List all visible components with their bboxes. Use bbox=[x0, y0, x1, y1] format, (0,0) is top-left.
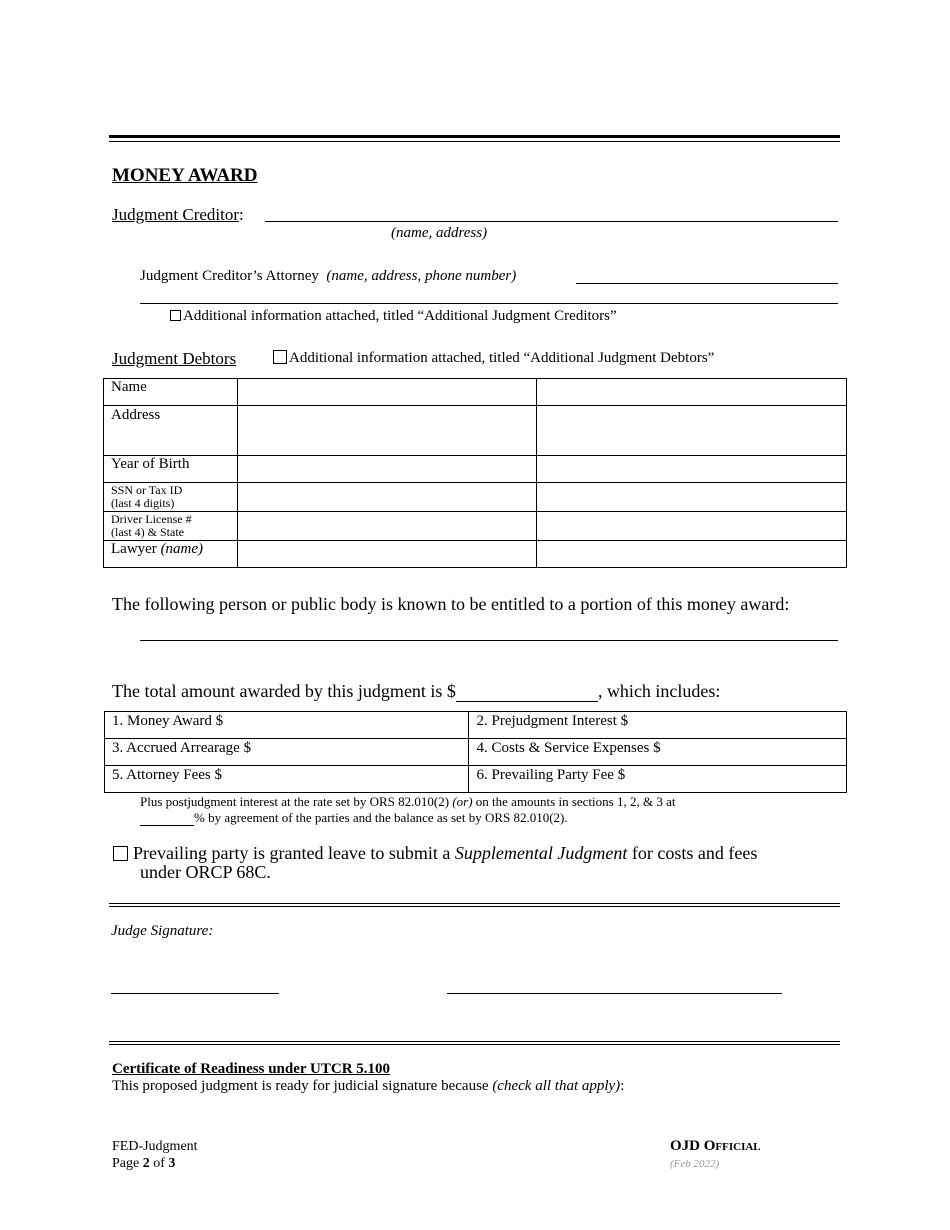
creditor-attorney-label: Judgment Creditor’s Attorney (name, address, phone number) bbox=[140, 268, 517, 284]
interest-percent-field[interactable] bbox=[140, 813, 194, 826]
table-row bbox=[104, 541, 847, 568]
judgment-creditor-hint: (name, address) bbox=[391, 225, 488, 241]
total-amount-line: The total amount awarded by this judgment is $ , which includes: bbox=[112, 681, 721, 701]
additional-debtors-checkbox[interactable] bbox=[273, 350, 287, 364]
prejudgment-interest-cell[interactable]: 2. Prejudgment Interest $ bbox=[469, 712, 847, 739]
judge-signature-line[interactable] bbox=[447, 993, 782, 994]
debtor1-address-cell[interactable] bbox=[237, 406, 537, 456]
additional-debtors-option[interactable]: Additional information attached, titled “Additional Judgment Debtors” bbox=[273, 350, 714, 367]
debtor2-name-cell[interactable] bbox=[537, 379, 847, 406]
supplemental-judgment-line2: under ORCP 68C. bbox=[140, 862, 271, 882]
row-label-driver-license: Driver License # (last 4) & State bbox=[104, 512, 238, 541]
debtors-table bbox=[103, 378, 847, 568]
certificate-title: Certificate of Readiness under UTCR 5.100 bbox=[112, 1061, 391, 1077]
footer-date: (Feb 2022) bbox=[670, 1158, 720, 1170]
certificate-text: This proposed judgment is ready for judicial signature because (check all that apply): bbox=[112, 1078, 625, 1094]
additional-creditors-option[interactable]: Additional information attached, titled “Additional Judgment Creditors” bbox=[170, 308, 617, 325]
money-award-cell[interactable]: 1. Money Award $ bbox=[105, 712, 469, 739]
award-items-table bbox=[104, 711, 847, 793]
debtor1-name-cell[interactable] bbox=[237, 379, 537, 406]
costs-service-expenses-cell[interactable]: 4. Costs & Service Expenses $ bbox=[469, 739, 847, 766]
section-title: MONEY AWARD bbox=[112, 165, 258, 186]
debtor2-dl-cell[interactable] bbox=[537, 512, 847, 541]
row-label-lawyer: Lawyer (name) bbox=[104, 541, 238, 568]
accrued-arrearage-cell[interactable]: 3. Accrued Arrearage $ bbox=[105, 739, 469, 766]
debtor1-dl-cell[interactable] bbox=[237, 512, 537, 541]
footer-page-number: Page 2 of 3 bbox=[112, 1156, 176, 1171]
debtor2-yob-cell[interactable] bbox=[537, 456, 847, 483]
debtor1-ssn-cell[interactable] bbox=[237, 483, 537, 512]
debtor2-lawyer-cell[interactable] bbox=[537, 541, 847, 568]
debtor2-ssn-cell[interactable] bbox=[537, 483, 847, 512]
table-row bbox=[104, 379, 847, 406]
prevailing-party-fee-cell[interactable]: 6. Prevailing Party Fee $ bbox=[469, 766, 847, 793]
signature-date-line[interactable] bbox=[111, 993, 279, 994]
table-row bbox=[104, 406, 847, 456]
row-label-ssn: SSN or Tax ID (last 4 digits) bbox=[104, 483, 238, 512]
additional-creditors-checkbox[interactable] bbox=[170, 310, 181, 321]
table-row bbox=[105, 766, 847, 793]
interest-note-line1: Plus postjudgment interest at the rate set by ORS 82.010(2) (or) on the amounts in sections 1, 2, & 3 at bbox=[140, 794, 676, 809]
footer-ojd-official: OJD OFFICIAL bbox=[670, 1138, 761, 1154]
debtor1-lawyer-cell[interactable] bbox=[237, 541, 537, 568]
interest-note-line2: % by agreement of the parties and the balance as set by ORS 82.010(2). bbox=[140, 810, 568, 826]
total-amount-field[interactable] bbox=[456, 685, 598, 702]
creditor-attorney-field[interactable] bbox=[576, 283, 838, 284]
row-label-address: Address bbox=[104, 406, 238, 456]
judge-signature-label: Judge Signature: bbox=[111, 923, 214, 939]
attorney-fees-cell[interactable]: 5. Attorney Fees $ bbox=[105, 766, 469, 793]
table-row bbox=[104, 512, 847, 541]
debtor2-address-cell[interactable] bbox=[537, 406, 847, 456]
table-row bbox=[104, 483, 847, 512]
table-row bbox=[105, 712, 847, 739]
table-row bbox=[105, 739, 847, 766]
entitled-text: The following person or public body is known to be entitled to a portion of this money award: bbox=[112, 594, 790, 614]
debtor1-yob-cell[interactable] bbox=[237, 456, 537, 483]
top-rule bbox=[109, 135, 840, 143]
table-row bbox=[104, 456, 847, 483]
judgment-debtors-label: Judgment Debtors bbox=[112, 349, 237, 368]
entitled-person-field[interactable] bbox=[140, 640, 838, 641]
bottom-rule bbox=[109, 1041, 840, 1045]
creditor-attorney-field-2[interactable] bbox=[140, 303, 838, 304]
supplemental-judgment-option[interactable]: Prevailing party is granted leave to submit a Supplemental Judgment for costs and fees bbox=[113, 843, 757, 864]
supplemental-judgment-checkbox[interactable] bbox=[113, 846, 128, 861]
row-label-name: Name bbox=[104, 379, 238, 406]
judgment-creditor-label: Judgment Creditor: bbox=[112, 205, 244, 224]
middle-rule bbox=[109, 903, 840, 907]
row-label-year-of-birth: Year of Birth bbox=[104, 456, 238, 483]
judgment-creditor-field[interactable] bbox=[265, 221, 838, 222]
footer-form-name: FED-Judgment bbox=[112, 1139, 198, 1154]
